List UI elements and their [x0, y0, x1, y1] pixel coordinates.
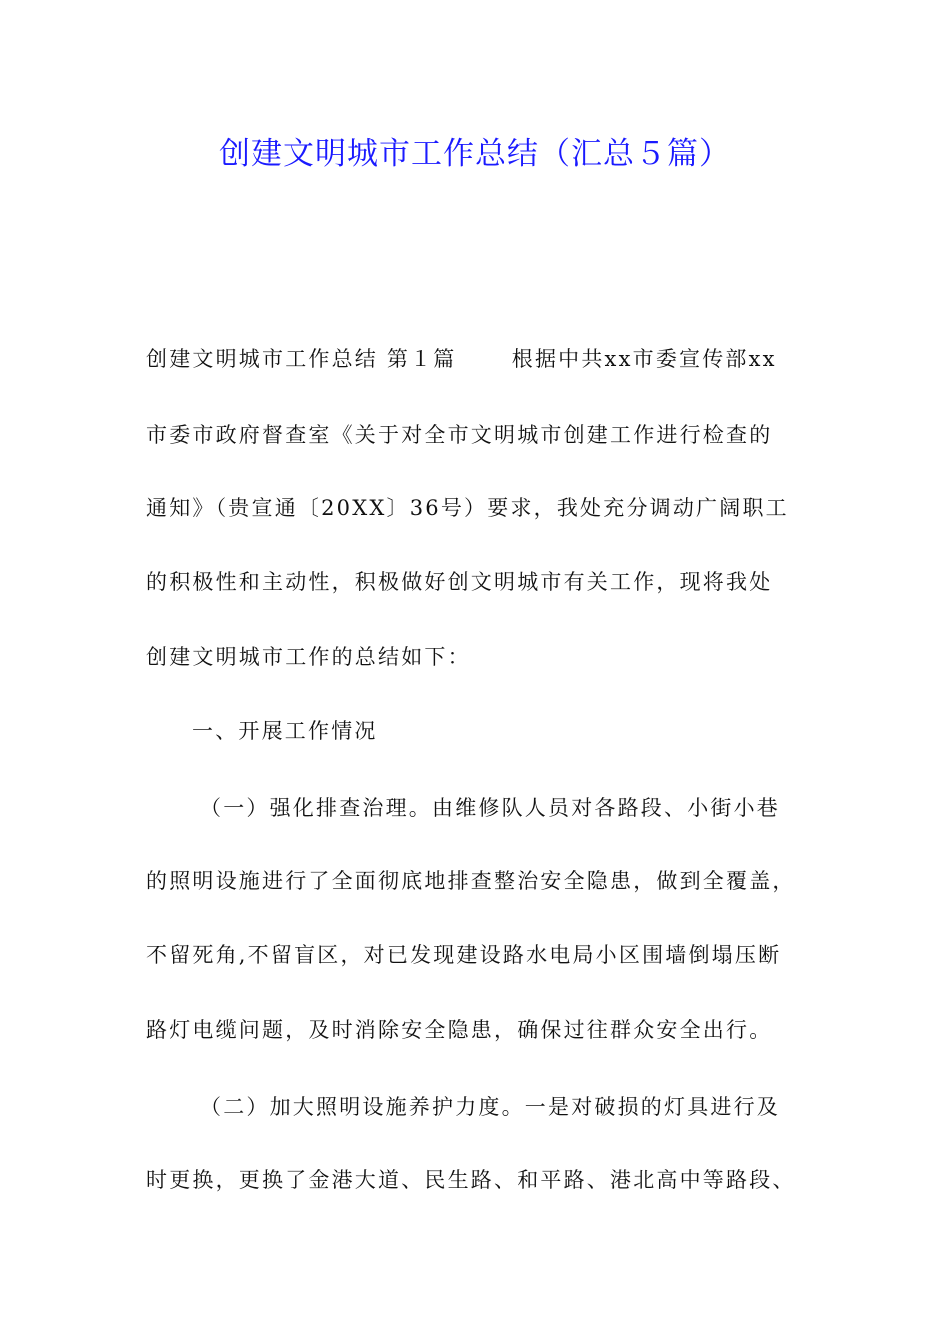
body-line: 市委市政府督查室《关于对全市文明城市创建工作进行检查的	[146, 423, 773, 447]
body-line: 创建文明城市工作的总结如下：	[146, 645, 471, 669]
body-line: 路灯电缆问题，及时消除安全隐患，确保过往群众安全出行。	[146, 1018, 773, 1042]
body-line: （二）加大照明设施养护力度。一是对破损的灯具进行及	[200, 1095, 780, 1119]
body-line: （一）强化排查治理。由维修队人员对各路段、小街小巷	[200, 796, 780, 820]
body-line: 通知》（贵宣通〔20XX〕36号）要求，我处充分调动广阔职工	[146, 496, 789, 520]
body-line: 的照明设施进行了全面彻底地排查整治安全隐患，做到全覆盖，	[146, 869, 796, 893]
section-heading: 一、开展工作情况	[192, 719, 378, 743]
body-line: 不留死角,不留盲区，对已发现建设路水电局小区围墙倒塌压断	[146, 943, 782, 967]
body-line: 创建文明城市工作总结 第１篇 根据中共xx市委宣传部xx	[146, 347, 777, 371]
body-line: 的积极性和主动性，积极做好创文明城市有关工作，现将我处	[146, 570, 773, 594]
document-title: 创建文明城市工作总结（汇总５篇）	[219, 136, 731, 172]
body-line: 时更换，更换了金港大道、民生路、和平路、港北高中等路段、	[146, 1168, 796, 1192]
